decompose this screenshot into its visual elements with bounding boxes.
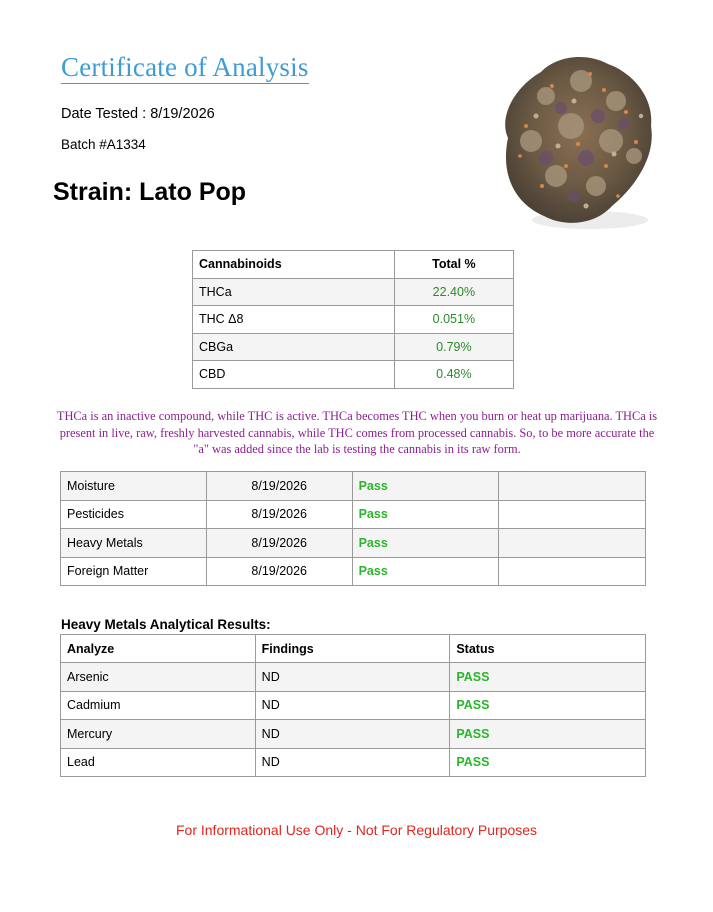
- analyte-status: PASS: [450, 748, 646, 777]
- thca-explanation-note: THCa is an inactive compound, while THC is active. THCa becomes THC when you burn or heat up marijuana. THCa is present in live, raw, freshly harvested cannabis, while THC comes from processed cannabis. So, to be more accurate the "a" was added since the lab is testing the cannabis in its raw form.: [56, 409, 658, 456]
- analyte-finding: ND: [255, 720, 450, 749]
- empty-cell: [499, 529, 646, 558]
- heavy-metals-table: [60, 634, 646, 777]
- empty-cell: [499, 500, 646, 529]
- cannabinoid-value: 22.40%: [394, 278, 513, 306]
- analyte-status: PASS: [450, 691, 646, 720]
- tests-table: [60, 471, 646, 586]
- column-header: Findings: [255, 635, 450, 663]
- table-row: [193, 361, 514, 389]
- table-row: [61, 529, 646, 558]
- cannabinoid-value: 0.48%: [394, 361, 513, 389]
- cannabis-bud-image: [486, 46, 662, 236]
- table-row: [61, 472, 646, 501]
- cannabinoid-name: CBD: [193, 361, 395, 389]
- test-name: Pesticides: [61, 500, 207, 529]
- test-name: Foreign Matter: [61, 557, 207, 586]
- table-row: [61, 500, 646, 529]
- test-date: 8/19/2026: [206, 472, 352, 501]
- test-result: Pass: [352, 472, 499, 501]
- disclaimer-footer: For Informational Use Only - Not For Regulatory Purposes: [175, 822, 538, 838]
- column-header: Analyze: [61, 635, 256, 663]
- analyte-name: Arsenic: [61, 663, 256, 692]
- analyte-status: PASS: [450, 720, 646, 749]
- cannabinoid-name: CBGa: [193, 333, 395, 361]
- table-row: [193, 306, 514, 334]
- table-row: [61, 557, 646, 586]
- analyte-finding: ND: [255, 748, 450, 777]
- cannabinoid-value: 0.051%: [394, 306, 513, 334]
- analyte-status: PASS: [450, 663, 646, 692]
- date-tested: Date Tested : 8/19/2026: [61, 106, 215, 122]
- column-header: Total %: [394, 251, 513, 279]
- column-header: Status: [450, 635, 646, 663]
- cannabinoids-table: [192, 250, 514, 389]
- strain-name: Strain: Lato Pop: [53, 178, 247, 206]
- test-date: 8/19/2026: [206, 500, 352, 529]
- cannabinoid-name: THC Δ8: [193, 306, 395, 334]
- test-date: 8/19/2026: [206, 529, 352, 558]
- test-name: Moisture: [61, 472, 207, 501]
- test-result: Pass: [352, 557, 499, 586]
- document-title: Certificate of Analysis: [61, 52, 309, 82]
- analyte-finding: ND: [255, 691, 450, 720]
- table-row: [61, 663, 646, 692]
- test-name: Heavy Metals: [61, 529, 207, 558]
- heavy-metals-title: Heavy Metals Analytical Results:: [61, 617, 271, 632]
- empty-cell: [499, 557, 646, 586]
- analyte-name: Lead: [61, 748, 256, 777]
- batch-number: Batch #A1334: [61, 137, 146, 152]
- table-row: [193, 333, 514, 361]
- column-header: Cannabinoids: [193, 251, 395, 279]
- table-row: [61, 720, 646, 749]
- empty-cell: [499, 472, 646, 501]
- test-date: 8/19/2026: [206, 557, 352, 586]
- cannabinoid-name: THCa: [193, 278, 395, 306]
- table-row: [61, 691, 646, 720]
- analyte-name: Mercury: [61, 720, 256, 749]
- analyte-name: Cadmium: [61, 691, 256, 720]
- analyte-finding: ND: [255, 663, 450, 692]
- table-row: [193, 278, 514, 306]
- test-result: Pass: [352, 500, 499, 529]
- test-result: Pass: [352, 529, 499, 558]
- table-row: [61, 748, 646, 777]
- cannabinoid-value: 0.79%: [394, 333, 513, 361]
